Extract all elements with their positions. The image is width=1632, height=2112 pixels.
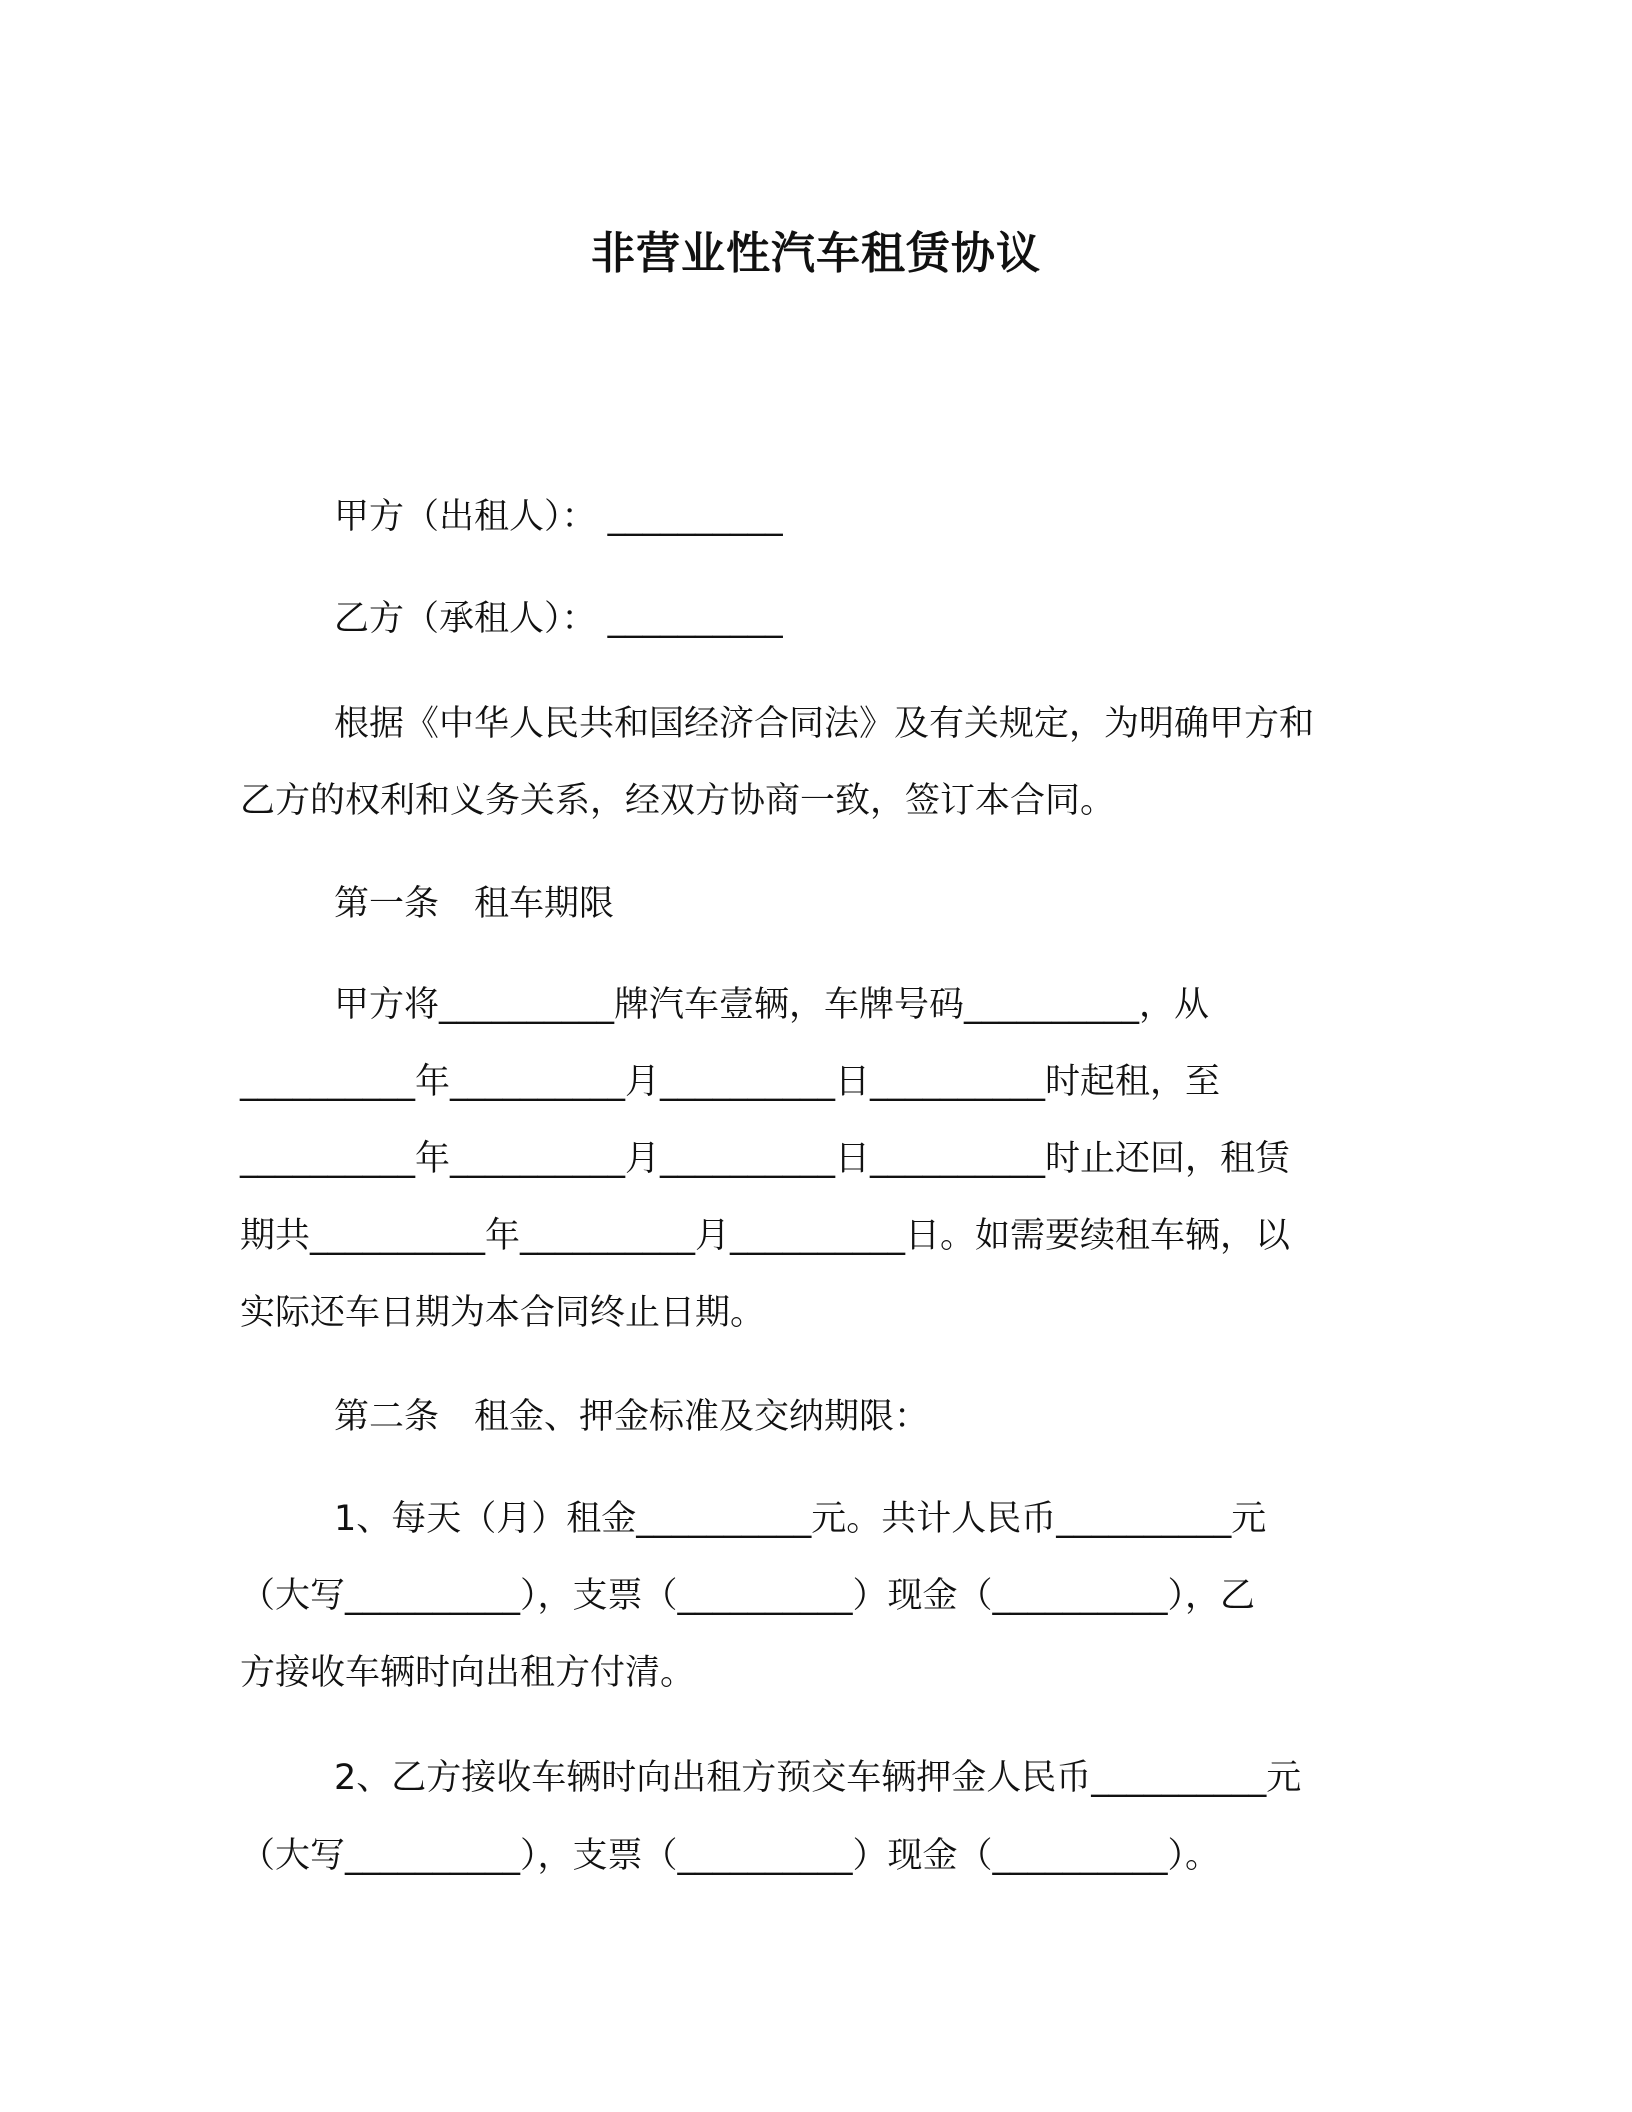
article-1-line-5: 实际还车日期为本合同终止日期。 xyxy=(240,1293,766,1333)
article-2-item-1-line-3: 方接收车辆时向出租方付清。 xyxy=(240,1653,696,1693)
article-2-item-2-line-2: （大写__________），支票（__________）现金（__________）。 xyxy=(240,1836,1221,1876)
document-title: 非营业性汽车租赁协议 xyxy=(591,228,1041,279)
preamble-line-2: 乙方的权利和义务关系，经双方协商一致，签订本合同。 xyxy=(240,781,1116,821)
preamble-line-1: 根据《中华人民共和国经济合同法》及有关规定，为明确甲方和 xyxy=(334,704,1315,744)
article-1-line-3: __________年__________月__________日__________时止还回，租赁 xyxy=(240,1139,1291,1179)
party-a-line: 甲方（出租人）： __________ xyxy=(334,497,783,537)
article-1-line-4: 期共__________年__________月__________日。如需要续租车辆，以 xyxy=(240,1216,1291,1256)
article-2-heading: 第二条 租金、押金标准及交纳期限： xyxy=(334,1397,930,1437)
article-1-heading: 第一条 租车期限 xyxy=(334,884,615,924)
party-b-line: 乙方（承租人）： __________ xyxy=(334,599,783,639)
article-1-line-2: __________年__________月__________日__________时起租，至 xyxy=(240,1062,1221,1102)
article-1-line-1: 甲方将__________牌汽车壹辆，车牌号码__________，从 xyxy=(334,985,1210,1025)
article-2-item-1-line-2: （大写__________），支票（__________）现金（__________），乙 xyxy=(240,1576,1256,1616)
article-2-item-1-line-1: 1、每天（月）租金__________元。共计人民币__________元 xyxy=(334,1499,1267,1539)
article-2-item-2-line-1: 2、乙方接收车辆时向出租方预交车辆押金人民币__________元 xyxy=(334,1758,1302,1798)
